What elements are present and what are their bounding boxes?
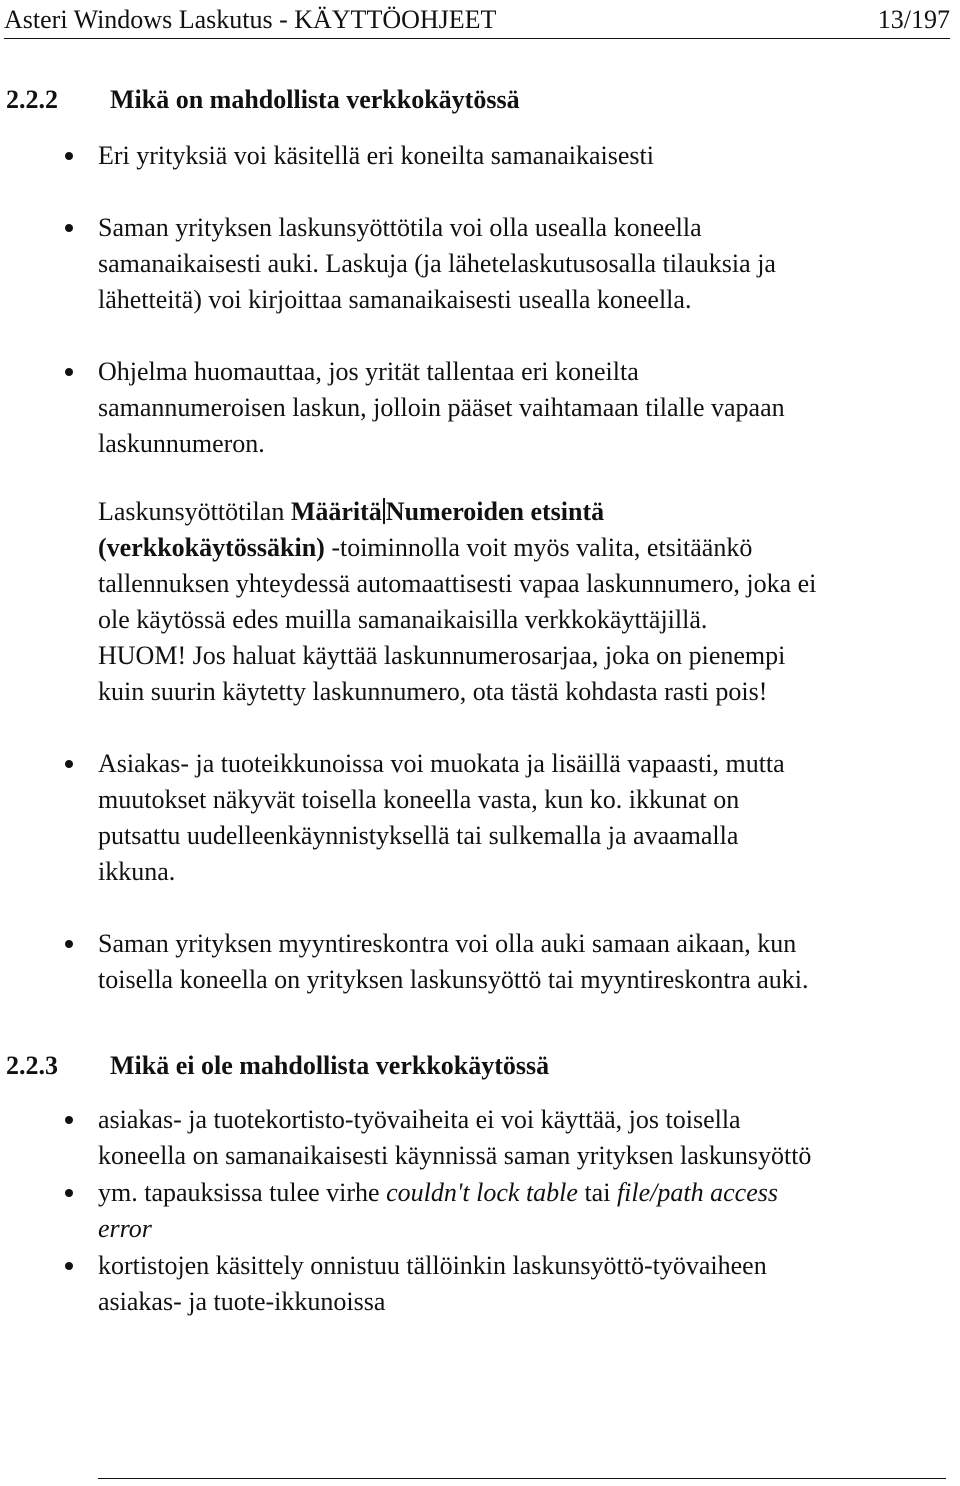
menu-item-numeroiden-etsinta: Numeroiden etsintä: [385, 497, 605, 526]
text-line: [98, 1175, 958, 1211]
text-line: samanaikaisesti auki. Laskuja (ja lähetelaskutusosalla tilauksia ja: [98, 249, 776, 278]
error-message: file/path access: [616, 1178, 778, 1207]
text-segment: ym. tapauksissa tulee virhe: [98, 1178, 387, 1207]
list-item: [98, 926, 958, 998]
text-line: [98, 530, 958, 566]
text-line: kortistojen käsittely onnistuu tällöinkin laskunsyöttö-työvaiheen: [98, 1251, 767, 1280]
list-item: [98, 1102, 958, 1174]
text-line: asiakas- ja tuotekortisto-työvaiheita ei voi käyttää, jos toisella: [98, 1105, 741, 1134]
text-line: laskunnumeron.: [98, 429, 265, 458]
error-message: couldn't lock table: [386, 1178, 578, 1207]
text-line: lähetteitä) voi kirjoittaa samanaikaisesti usealla koneella.: [98, 285, 692, 314]
text-line: HUOM! Jos haluat käyttää laskunnumerosarjaa, joka on pienempi: [98, 641, 786, 670]
intro-text: Laskunsyöttötilan: [98, 497, 291, 526]
text-segment: tai: [577, 1178, 617, 1207]
list-item: [98, 1248, 958, 1320]
section-title: Mikä on mahdollista verkkokäytössä: [110, 85, 520, 114]
text-line: Eri yrityksiä voi käsitellä eri koneilta samanaikaisesti: [98, 141, 654, 170]
text-line: tallennuksen yhteydessä automaattisesti vapaa laskunnumero, joka ei: [98, 569, 817, 598]
text-line: asiakas- ja tuote-ikkunoissa: [98, 1287, 386, 1316]
list-item: [98, 354, 958, 462]
menu-separator: [383, 498, 385, 524]
text-line: Saman yrityksen laskunsyöttötila voi olla usealla koneella: [98, 213, 702, 242]
text-line: toisella koneella on yrityksen laskunsyöttö tai myyntireskontra auki.: [98, 965, 809, 994]
page-header: [4, 2, 950, 39]
text-line: Ohjelma huomauttaa, jos yrität tallentaa eri koneilta: [98, 357, 639, 386]
menu-item-maarita: Määritä: [290, 497, 382, 526]
text-line: Saman yrityksen myyntireskontra voi olla auki samaan aikaan, kun: [98, 929, 797, 958]
footer-rule: [98, 1478, 946, 1479]
text-line: putsattu uudelleenkäynnistyksellä tai sulkemalla ja avaamalla: [98, 821, 739, 850]
section-title: Mikä ei ole mahdollista verkkokäytössä: [110, 1051, 550, 1080]
section-number: 2.2.3: [6, 1051, 58, 1080]
text-line: ikkuna.: [98, 857, 176, 886]
section-heading-2-2-2: [6, 82, 520, 118]
text-line: koneella on samanaikaisesti käynnissä saman yrityksen laskunsyöttö: [98, 1141, 812, 1170]
list-item: [98, 210, 958, 318]
text-line: [98, 1211, 958, 1247]
list-item: [98, 1175, 958, 1247]
text-line: kuin suurin käytetty laskunnumero, ota tästä kohdasta rasti pois!: [98, 677, 768, 706]
menu-path-paragraph: [98, 494, 958, 710]
text-line: ole käytössä edes muilla samanaikaisilla verkkokäyttäjillä.: [98, 605, 708, 634]
page-number: 13/197: [877, 5, 950, 34]
error-message: error: [98, 1214, 152, 1243]
text-line: [98, 494, 958, 530]
section-number: 2.2.2: [6, 85, 58, 114]
list-item: [98, 138, 958, 174]
list-item: [98, 746, 958, 890]
document-title: Asteri Windows Laskutus - KÄYTTÖOHJEET: [4, 5, 497, 34]
section-heading-2-2-3: [6, 1048, 549, 1084]
text-line: muutokset näkyvät toisella koneella vasta, kun ko. ikkunat on: [98, 785, 740, 814]
menu-item-verkkokaytossakin: (verkkokäytössäkin): [98, 533, 325, 562]
text-segment: -toiminnolla voit myös valita, etsitäänkö: [324, 533, 753, 562]
text-line: samannumeroisen laskun, jolloin pääset vaihtamaan tilalle vapaan: [98, 393, 785, 422]
text-line: Asiakas- ja tuoteikkunoissa voi muokata ja lisäillä vapaasti, mutta: [98, 749, 785, 778]
